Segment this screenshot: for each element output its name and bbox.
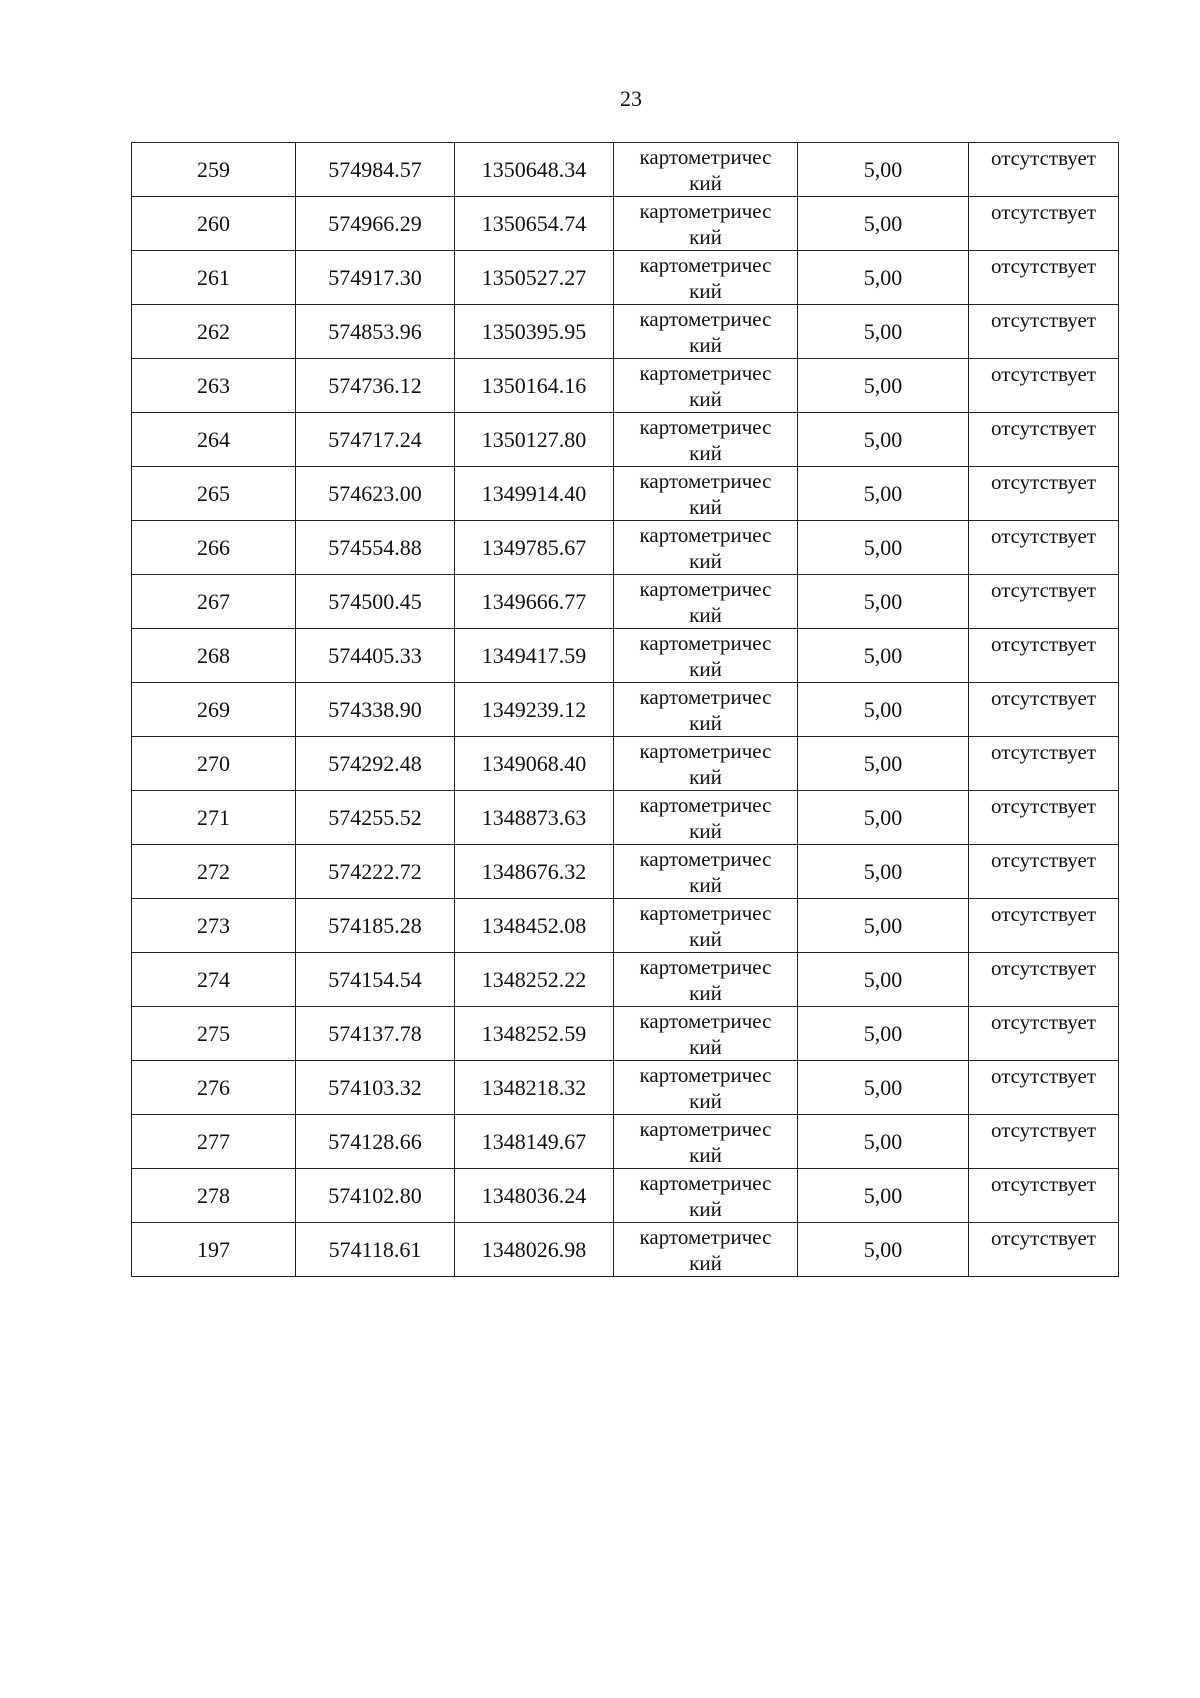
x-coordinate-cell: 574554.88	[296, 521, 455, 575]
x-coordinate-cell: 574128.66	[296, 1115, 455, 1169]
x-coordinate-cell: 574405.33	[296, 629, 455, 683]
x-coordinate-cell: 574736.12	[296, 359, 455, 413]
description-cell: отсутствует	[969, 575, 1119, 629]
method-text-line-2: кий	[689, 225, 722, 249]
point-number-cell: 278	[132, 1169, 296, 1223]
table-row	[132, 1223, 1119, 1277]
table-row	[132, 1007, 1119, 1061]
description-cell: отсутствует	[969, 791, 1119, 845]
description-cell: отсутствует	[969, 143, 1119, 197]
method-cell	[614, 737, 798, 791]
accuracy-cell: 5,00	[798, 521, 969, 575]
accuracy-cell: 5,00	[798, 899, 969, 953]
x-coordinate-cell: 574292.48	[296, 737, 455, 791]
accuracy-cell: 5,00	[798, 791, 969, 845]
method-text-line-2: кий	[689, 1143, 722, 1167]
method-cell	[614, 953, 798, 1007]
method-cell	[614, 1007, 798, 1061]
coordinates-table-body	[132, 143, 1119, 1277]
accuracy-cell: 5,00	[798, 629, 969, 683]
table-row	[132, 575, 1119, 629]
accuracy-cell: 5,00	[798, 575, 969, 629]
method-cell	[614, 845, 798, 899]
point-number-cell: 270	[132, 737, 296, 791]
method-text-line-1: картометричес	[639, 1117, 772, 1141]
x-coordinate-cell: 574118.61	[296, 1223, 455, 1277]
point-number-cell: 271	[132, 791, 296, 845]
accuracy-cell: 5,00	[798, 305, 969, 359]
method-text-line-2: кий	[689, 1197, 722, 1221]
method-text-line-1: картометричес	[639, 955, 772, 979]
point-number-cell: 259	[132, 143, 296, 197]
table-row	[132, 521, 1119, 575]
accuracy-cell: 5,00	[798, 251, 969, 305]
table-row	[132, 413, 1119, 467]
y-coordinate-cell: 1349914.40	[455, 467, 614, 521]
method-text-line-1: картометричес	[639, 577, 772, 601]
x-coordinate-cell: 574917.30	[296, 251, 455, 305]
method-text-line-2: кий	[689, 603, 722, 627]
y-coordinate-cell: 1350648.34	[455, 143, 614, 197]
y-coordinate-cell: 1350164.16	[455, 359, 614, 413]
method-cell	[614, 575, 798, 629]
method-text-line-1: картометричес	[639, 1171, 772, 1195]
x-coordinate-cell: 574966.29	[296, 197, 455, 251]
y-coordinate-cell: 1348873.63	[455, 791, 614, 845]
table-row	[132, 845, 1119, 899]
y-coordinate-cell: 1349785.67	[455, 521, 614, 575]
y-coordinate-cell: 1350527.27	[455, 251, 614, 305]
x-coordinate-cell: 574853.96	[296, 305, 455, 359]
description-cell: отсутствует	[969, 251, 1119, 305]
point-number-cell: 273	[132, 899, 296, 953]
description-cell: отсутствует	[969, 197, 1119, 251]
x-coordinate-cell: 574222.72	[296, 845, 455, 899]
description-cell: отсутствует	[969, 359, 1119, 413]
point-number-cell: 269	[132, 683, 296, 737]
method-cell	[614, 683, 798, 737]
method-text-line-1: картометричес	[639, 685, 772, 709]
method-text-line-1: картометричес	[639, 253, 772, 277]
method-text-line-1: картометричес	[639, 307, 772, 331]
method-text-line-2: кий	[689, 711, 722, 735]
method-text-line-2: кий	[689, 1035, 722, 1059]
table-row	[132, 1061, 1119, 1115]
description-cell: отсутствует	[969, 629, 1119, 683]
point-number-cell: 261	[132, 251, 296, 305]
description-cell: отсутствует	[969, 413, 1119, 467]
method-text-line-1: картометричес	[639, 1225, 772, 1249]
point-number-cell: 274	[132, 953, 296, 1007]
accuracy-cell: 5,00	[798, 359, 969, 413]
accuracy-cell: 5,00	[798, 953, 969, 1007]
method-cell	[614, 467, 798, 521]
y-coordinate-cell: 1349239.12	[455, 683, 614, 737]
point-number-cell: 260	[132, 197, 296, 251]
point-number-cell: 276	[132, 1061, 296, 1115]
method-text-line-2: кий	[689, 765, 722, 789]
description-cell: отсутствует	[969, 1169, 1119, 1223]
y-coordinate-cell: 1350127.80	[455, 413, 614, 467]
description-cell: отсутствует	[969, 1061, 1119, 1115]
method-text-line-1: картометричес	[639, 739, 772, 763]
method-cell	[614, 1223, 798, 1277]
method-text-line-2: кий	[689, 1251, 722, 1275]
method-cell	[614, 413, 798, 467]
method-text-line-1: картометричес	[639, 1063, 772, 1087]
accuracy-cell: 5,00	[798, 845, 969, 899]
point-number-cell: 266	[132, 521, 296, 575]
table-row	[132, 1169, 1119, 1223]
accuracy-cell: 5,00	[798, 467, 969, 521]
method-text-line-1: картометричес	[639, 847, 772, 871]
accuracy-cell: 5,00	[798, 1223, 969, 1277]
y-coordinate-cell: 1349666.77	[455, 575, 614, 629]
method-cell	[614, 251, 798, 305]
table-row	[132, 791, 1119, 845]
y-coordinate-cell: 1348252.59	[455, 1007, 614, 1061]
method-text-line-2: кий	[689, 333, 722, 357]
point-number-cell: 264	[132, 413, 296, 467]
y-coordinate-cell: 1348036.24	[455, 1169, 614, 1223]
method-text-line-1: картометричес	[639, 1009, 772, 1033]
accuracy-cell: 5,00	[798, 737, 969, 791]
method-text-line-2: кий	[689, 549, 722, 573]
method-text-line-2: кий	[689, 873, 722, 897]
x-coordinate-cell: 574500.45	[296, 575, 455, 629]
x-coordinate-cell: 574102.80	[296, 1169, 455, 1223]
table-row	[132, 467, 1119, 521]
method-text-line-1: картометричес	[639, 145, 772, 169]
y-coordinate-cell: 1348026.98	[455, 1223, 614, 1277]
method-cell	[614, 629, 798, 683]
description-cell: отсутствует	[969, 467, 1119, 521]
table-row	[132, 143, 1119, 197]
method-cell	[614, 791, 798, 845]
y-coordinate-cell: 1348149.67	[455, 1115, 614, 1169]
x-coordinate-cell: 574185.28	[296, 899, 455, 953]
point-number-cell: 267	[132, 575, 296, 629]
method-cell	[614, 521, 798, 575]
method-cell	[614, 143, 798, 197]
method-text-line-2: кий	[689, 387, 722, 411]
x-coordinate-cell: 574984.57	[296, 143, 455, 197]
method-text-line-2: кий	[689, 981, 722, 1005]
method-text-line-1: картометричес	[639, 523, 772, 547]
method-text-line-1: картометричес	[639, 199, 772, 223]
method-text-line-2: кий	[689, 495, 722, 519]
accuracy-cell: 5,00	[798, 413, 969, 467]
x-coordinate-cell: 574623.00	[296, 467, 455, 521]
method-text-line-1: картометричес	[639, 469, 772, 493]
coordinates-table	[131, 142, 1119, 1277]
table-row	[132, 953, 1119, 1007]
x-coordinate-cell: 574154.54	[296, 953, 455, 1007]
method-text-line-1: картометричес	[639, 793, 772, 817]
table-row	[132, 1115, 1119, 1169]
method-cell	[614, 305, 798, 359]
y-coordinate-cell: 1348452.08	[455, 899, 614, 953]
point-number-cell: 197	[132, 1223, 296, 1277]
method-text-line-2: кий	[689, 441, 722, 465]
method-text-line-1: картометричес	[639, 631, 772, 655]
method-text-line-1: картометричес	[639, 415, 772, 439]
description-cell: отсутствует	[969, 1115, 1119, 1169]
description-cell: отсутствует	[969, 305, 1119, 359]
description-cell: отсутствует	[969, 683, 1119, 737]
table-row	[132, 899, 1119, 953]
y-coordinate-cell: 1349417.59	[455, 629, 614, 683]
accuracy-cell: 5,00	[798, 683, 969, 737]
table-row	[132, 305, 1119, 359]
x-coordinate-cell: 574338.90	[296, 683, 455, 737]
point-number-cell: 275	[132, 1007, 296, 1061]
point-number-cell: 262	[132, 305, 296, 359]
description-cell: отсутствует	[969, 899, 1119, 953]
table-row	[132, 683, 1119, 737]
method-text-line-2: кий	[689, 819, 722, 843]
description-cell: отсутствует	[969, 737, 1119, 791]
method-text-line-1: картометричес	[639, 901, 772, 925]
x-coordinate-cell: 574103.32	[296, 1061, 455, 1115]
method-text-line-2: кий	[689, 279, 722, 303]
page-number: 23	[620, 86, 642, 111]
table-row	[132, 629, 1119, 683]
table-row	[132, 359, 1119, 413]
y-coordinate-cell: 1350395.95	[455, 305, 614, 359]
point-number-cell: 268	[132, 629, 296, 683]
method-cell	[614, 1115, 798, 1169]
y-coordinate-cell: 1348252.22	[455, 953, 614, 1007]
accuracy-cell: 5,00	[798, 1007, 969, 1061]
x-coordinate-cell: 574137.78	[296, 1007, 455, 1061]
accuracy-cell: 5,00	[798, 1115, 969, 1169]
point-number-cell: 272	[132, 845, 296, 899]
method-text-line-1: картометричес	[639, 361, 772, 385]
method-text-line-2: кий	[689, 657, 722, 681]
table-row	[132, 737, 1119, 791]
description-cell: отсутствует	[969, 1223, 1119, 1277]
x-coordinate-cell: 574717.24	[296, 413, 455, 467]
method-text-line-2: кий	[689, 1089, 722, 1113]
method-cell	[614, 1169, 798, 1223]
description-cell: отсутствует	[969, 1007, 1119, 1061]
accuracy-cell: 5,00	[798, 143, 969, 197]
table-row	[132, 197, 1119, 251]
point-number-cell: 277	[132, 1115, 296, 1169]
method-cell	[614, 899, 798, 953]
point-number-cell: 265	[132, 467, 296, 521]
method-text-line-2: кий	[689, 927, 722, 951]
y-coordinate-cell: 1349068.40	[455, 737, 614, 791]
description-cell: отсутствует	[969, 845, 1119, 899]
x-coordinate-cell: 574255.52	[296, 791, 455, 845]
method-cell	[614, 197, 798, 251]
y-coordinate-cell: 1348676.32	[455, 845, 614, 899]
accuracy-cell: 5,00	[798, 1169, 969, 1223]
description-cell: отсутствует	[969, 521, 1119, 575]
y-coordinate-cell: 1348218.32	[455, 1061, 614, 1115]
accuracy-cell: 5,00	[798, 1061, 969, 1115]
y-coordinate-cell: 1350654.74	[455, 197, 614, 251]
description-cell: отсутствует	[969, 953, 1119, 1007]
method-text-line-2: кий	[689, 171, 722, 195]
method-cell	[614, 1061, 798, 1115]
method-cell	[614, 359, 798, 413]
table-row	[132, 251, 1119, 305]
point-number-cell: 263	[132, 359, 296, 413]
accuracy-cell: 5,00	[798, 197, 969, 251]
